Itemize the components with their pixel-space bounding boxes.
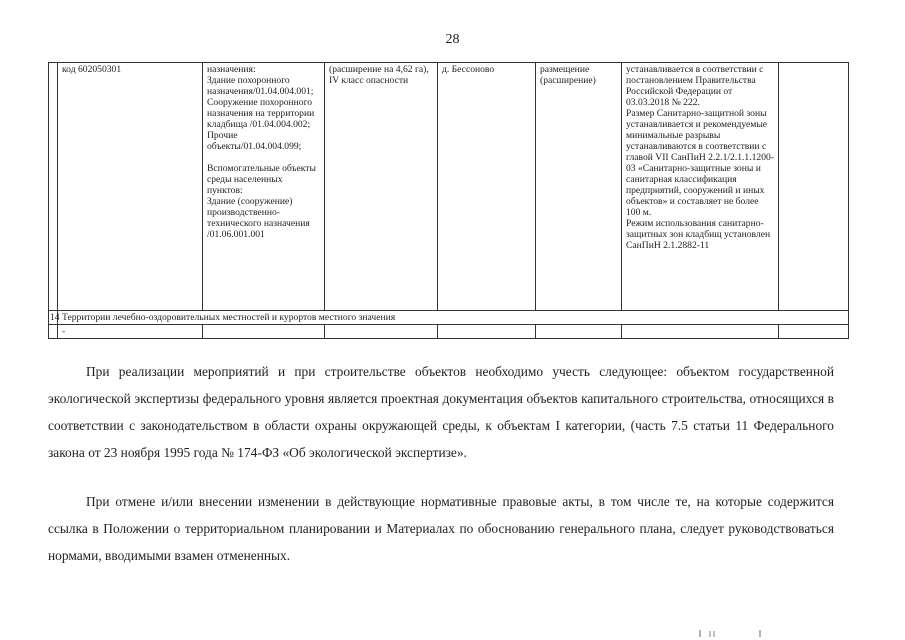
row-number-cell <box>49 63 58 311</box>
objects-table <box>48 62 849 339</box>
paragraph-normative-acts <box>48 488 834 569</box>
table-row <box>49 325 849 339</box>
object-zone-cell: устанавливается в соответствии с постановлением Правительства Российской Федерации от 03.03.2018 № 222. Размер Санитарно-защитной зоны устанавливается и рекомендуемые минимальные разрывы устанавливаются в соответствии с главой VII СанПиН 2.2.1/2.1.1.1200-03 «Санитарно-защитные зоны и санитарная классификация предприятий, сооружений и иных объектов» и составляет не более 100 м. Режим использования санитарно-защитных зон кладбищ установлен СанПиН 2.1.2882-11 <box>622 63 779 311</box>
object-purpose-cell: назначения: Здание похоронного назначения/01.04.004.001; Сооружение похоронного назначения на территории кладбища /01.04.004.002; Прочие объекты/01.04.004.099; Вспомогательные объекты среды населенных пунктов: Здание (сооружение) производственно-технического назначения /01.06.001.001 <box>203 63 325 311</box>
paragraph-expertise <box>48 358 834 466</box>
empty-cell <box>438 325 536 339</box>
object-code-cell: код 602050301 <box>58 63 203 311</box>
row-number-cell <box>49 325 58 339</box>
object-params-cell: (расширение на 4,62 га), IV класс опасности <box>325 63 438 311</box>
page-number: 28 <box>445 32 460 47</box>
empty-cell <box>325 325 438 339</box>
object-location-cell: д. Бессоново <box>438 63 536 311</box>
object-code-cell: - <box>58 325 203 339</box>
paragraph-normative-acts-text: При отмене и/или внесении изменении в действующие нормативные правовые акты, в том числе те, на которые содержится ссылка в Положении о территориальном планировании и Материалах по обоснованию генерального плана, следует руководствоваться нормами, вводимыми взамен отмененных. <box>48 494 834 563</box>
table-row <box>49 63 849 311</box>
section-title-cell: Территории лечебно-оздоровительных местностей и курортов местного значения <box>58 311 849 325</box>
object-status-cell: размещение (расширение) <box>536 63 622 311</box>
scan-marks-graphic <box>696 628 776 638</box>
section-row <box>49 311 849 325</box>
paragraph-expertise-text: При реализации мероприятий и при строительстве объектов необходимо учесть следующее: объектом государственной экологической экспертизы федерального уровня является проектная документация объектов капитального строительства, относящихся в соответствии с законодательством в области охраны окружающей среды, к объектам I категории, (часть 7.5 статьи 11 Федерального закона от 23 ноября 1995 года № 174-ФЗ «Об экологической экспертизе». <box>48 364 834 460</box>
empty-cell <box>536 325 622 339</box>
empty-cell <box>203 325 325 339</box>
empty-cell <box>779 325 849 339</box>
empty-cell <box>779 63 849 311</box>
scan-marks <box>696 628 776 640</box>
empty-cell <box>622 325 779 339</box>
section-number-cell: 14 <box>50 312 60 323</box>
